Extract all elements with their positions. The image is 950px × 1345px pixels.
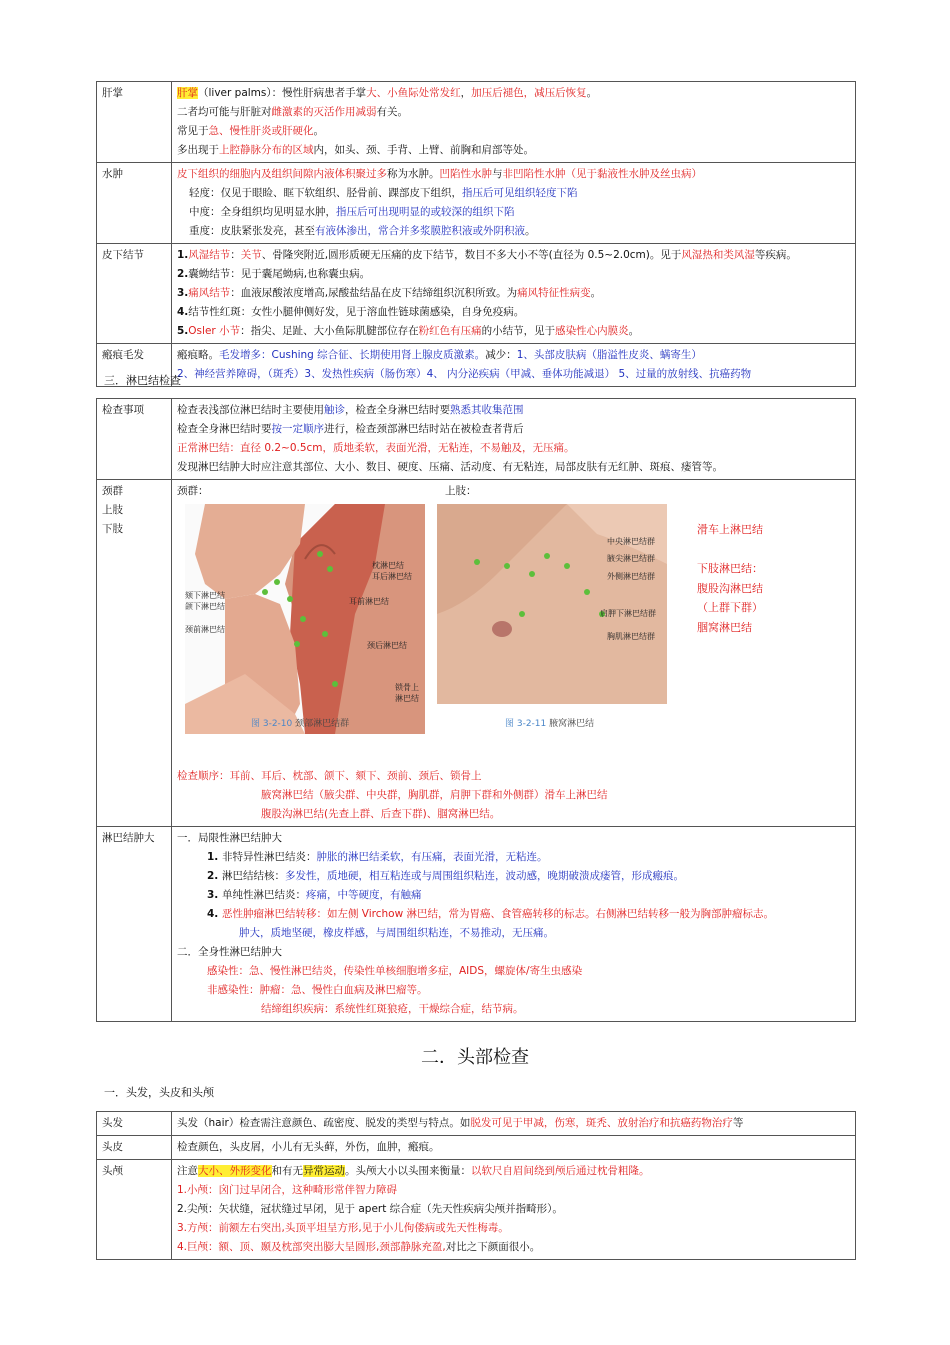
text-segment: 与 bbox=[492, 168, 503, 180]
table-row bbox=[97, 1112, 856, 1136]
caption-text: 颈部淋巴结群 bbox=[295, 719, 350, 729]
text-segment: 4.巨颅：额、顶、颞及枕部突出膨大呈圆形,颈部静脉充盈, bbox=[177, 1241, 446, 1253]
text-segment: 以软尺自眉间绕到颅后通过枕骨粗隆。 bbox=[471, 1165, 650, 1177]
text-line bbox=[177, 365, 850, 384]
row-content bbox=[172, 163, 856, 244]
text-line bbox=[177, 203, 850, 222]
label-subscapular-group: 肩胛下淋巴结群 bbox=[600, 609, 656, 618]
text-segment: Cushing 综合征、长期使用肾上腺皮质激素。 bbox=[271, 349, 486, 361]
text-segment: 指压后可出现明显的或较深的组织下陷 bbox=[336, 206, 515, 218]
text-segment: 。 bbox=[590, 287, 602, 299]
text-segment: 恶性肿瘤淋巴结转移：如左侧 Virchow 淋巴结，常为胃癌、食管癌转移的标志。右侧淋巴结转移一般为胸部肿瘤标志。 bbox=[221, 908, 775, 920]
label-supraclavicular-2: 淋巴结 bbox=[395, 694, 419, 703]
row-header: 瘢痕毛发 bbox=[97, 344, 172, 387]
text-segment: 检查颜色，头皮屑，小儿有无头藓，外伤，血肿，瘢痕。 bbox=[177, 1141, 440, 1153]
text-line bbox=[177, 1219, 850, 1238]
text-segment: 和有无 bbox=[271, 1165, 303, 1177]
row-header: 淋巴结肿大 bbox=[97, 827, 172, 1022]
table-row bbox=[97, 480, 856, 827]
text-segment: 瘢痕略。 bbox=[177, 349, 219, 361]
text-segment: 脱发可见于甲减，伤寒，斑秃、放射治疗和抗癌药物治疗 bbox=[470, 1117, 733, 1129]
text-segment: 一．局限性淋巴结肿大 bbox=[177, 832, 282, 844]
section-title-lymph: 三．淋巴结检查 bbox=[104, 374, 181, 387]
text-segment: 正常淋巴结：直径 0.2~0.5cm，质地柔软，表面光滑，无粘连，不易触及，无压痛。 bbox=[177, 442, 575, 454]
text-line bbox=[177, 265, 850, 284]
text-line bbox=[177, 981, 850, 1000]
text-segment: 4. bbox=[177, 306, 189, 318]
row-header: 头发 bbox=[97, 1112, 172, 1136]
label-central-group: 中央淋巴结群 bbox=[607, 537, 655, 546]
row-content bbox=[172, 1160, 856, 1260]
label-anterior-cervical: 颈前淋巴结 bbox=[185, 625, 225, 634]
axilla-figure-caption bbox=[505, 715, 594, 734]
text-segment: 。 bbox=[313, 125, 324, 137]
text-segment: 加压后褪色，减压后恢复 bbox=[471, 87, 587, 99]
row-content bbox=[172, 827, 856, 1022]
text-segment: 常见于 bbox=[177, 125, 209, 137]
skin-findings-table bbox=[96, 81, 856, 387]
text-segment: （liver palms）：慢性肝病患者手掌 bbox=[198, 87, 367, 99]
head-exam-table bbox=[96, 1111, 856, 1260]
text-line bbox=[177, 246, 850, 265]
text-line bbox=[177, 84, 850, 103]
text-segment: 1、头部皮肤病（脂溢性皮炎、螨寄生） bbox=[516, 349, 702, 361]
text-segment: 肿胀的淋巴结柔软，有压痛，表面光滑，无粘连。 bbox=[316, 851, 548, 863]
text-segment: 皮下组织的细胞内及组织间隙内液体积聚过多 bbox=[177, 168, 387, 180]
row-header: 水肿 bbox=[97, 163, 172, 244]
row-content bbox=[172, 1112, 856, 1136]
exam-order bbox=[177, 767, 850, 824]
text-segment: 大小、外形变化 bbox=[198, 1165, 272, 1177]
text-segment: 3.方颅：前额左右突出,头顶平坦呈方形,见于小儿佝偻病或先天性梅毒。 bbox=[177, 1222, 509, 1234]
text-segment: 进行，检查颈部淋巴结时站在被检查者背后 bbox=[324, 423, 524, 435]
table-row bbox=[97, 1160, 856, 1260]
text-segment: 上腔静脉分布的区域 bbox=[219, 144, 314, 156]
text-line bbox=[177, 905, 850, 924]
text-segment: 有关。 bbox=[376, 106, 408, 118]
row-header-groups bbox=[97, 480, 172, 827]
note-popliteal: 腘窝淋巴结 bbox=[697, 620, 752, 634]
text-line bbox=[177, 867, 850, 886]
text-segment: 关节 bbox=[240, 249, 262, 261]
row-header: 皮下结节 bbox=[97, 244, 172, 344]
text-line bbox=[177, 962, 850, 981]
text-segment: ：血液尿酸浓度增高,尿酸盐结晶在皮下结缔组织沉积所致。为 bbox=[230, 287, 518, 299]
label-posterior-cervical: 颈后淋巴结 bbox=[367, 641, 407, 650]
text-line bbox=[177, 1162, 850, 1181]
text-line bbox=[177, 222, 850, 241]
text-segment: 痛风结节 bbox=[188, 287, 231, 299]
text-segment: 3. bbox=[207, 889, 222, 901]
text-segment: 粉红色有压痛 bbox=[418, 325, 482, 337]
label-submandibular: 颌下淋巴结 bbox=[185, 602, 225, 611]
text-segment: 重度：皮肤紧张发亮，甚至 bbox=[189, 225, 315, 237]
figure-area bbox=[177, 482, 850, 767]
text-segment: ， bbox=[460, 87, 472, 99]
text-segment: 急、慢性肝炎或肝硬化 bbox=[208, 125, 314, 137]
text-segment: 1. bbox=[177, 249, 189, 261]
text-segment: 毛发增多： bbox=[219, 349, 272, 361]
text-segment: 。 bbox=[525, 225, 536, 237]
caption-text: 腋窝淋巴结 bbox=[549, 719, 595, 729]
text-segment: 凹陷性水肿 bbox=[439, 168, 492, 180]
text-segment: 称为水肿。 bbox=[387, 168, 440, 180]
text-line bbox=[177, 924, 850, 943]
text-segment: 疼痛，中等硬度，有触痛 bbox=[305, 889, 422, 901]
text-segment: 二．全身性淋巴结肿大 bbox=[177, 946, 282, 958]
text-segment: 囊蚴结节：见于囊尾蚴病,也称囊虫病。 bbox=[188, 268, 371, 280]
text-segment: 风湿结节 bbox=[188, 249, 231, 261]
row-header: 检查事项 bbox=[97, 399, 172, 480]
text-line bbox=[177, 141, 850, 160]
text-segment: 熟悉其收集范围 bbox=[450, 404, 524, 416]
text-line bbox=[177, 786, 850, 805]
table-row bbox=[97, 82, 856, 163]
text-segment: 注意 bbox=[177, 1165, 198, 1177]
text-line bbox=[177, 284, 850, 303]
text-segment: 肿大，质地坚硬，橡皮样感，与周围组织粘连，不易推动，无压痛。 bbox=[239, 927, 554, 939]
text-segment: 减少： bbox=[485, 349, 517, 361]
row-content bbox=[172, 244, 856, 344]
row-content bbox=[172, 1136, 856, 1160]
label-lateral-group: 外侧淋巴结群 bbox=[607, 572, 655, 581]
text-segment: 非凹陷性水肿（见于黏液性水肿及丝虫病） bbox=[502, 168, 702, 180]
neck-lymph-illustration bbox=[185, 504, 425, 734]
text-line bbox=[177, 303, 850, 322]
label-postauricular: 耳后淋巴结 bbox=[372, 572, 412, 581]
text-segment: 4. bbox=[207, 908, 222, 920]
text-segment: 指压后可见组织轻度下陷 bbox=[462, 187, 578, 199]
text-line bbox=[177, 767, 850, 786]
text-line bbox=[177, 122, 850, 141]
label-supraclavicular: 锁骨上 bbox=[395, 683, 419, 692]
text-line bbox=[177, 346, 850, 365]
text-line bbox=[177, 886, 850, 905]
text-segment: 检查全身淋巴结时要 bbox=[177, 423, 272, 435]
text-segment: 痛风特征性病变 bbox=[517, 287, 591, 299]
text-segment: 的小结节，见于 bbox=[481, 325, 556, 337]
text-segment: 等疾病。 bbox=[754, 249, 797, 261]
text-line bbox=[177, 829, 850, 848]
text-line bbox=[177, 184, 850, 203]
text-segment: 淋巴结结核： bbox=[221, 870, 285, 882]
text-segment: 腋窝淋巴结（腋尖群、中央群，胸肌群，肩胛下群和外侧群）滑车上淋巴结 bbox=[261, 789, 608, 801]
note-lower-limb: 下肢淋巴结： bbox=[697, 562, 763, 575]
text-line bbox=[177, 165, 850, 184]
text-segment: 发现淋巴结肿大时应注意其部位、大小、数目、硬度、压痛、活动度、有无粘连，局部皮肤有无红肿、斑痕、瘘管等。 bbox=[177, 461, 723, 473]
text-segment: 2.尖颅：矢状缝，冠状缝过早闭，见于 apert 综合症（先天性疾病尖颅并指畸形）。 bbox=[177, 1203, 563, 1215]
text-segment: 结节性红斑：女性小腿伸侧好发，见于溶血性链球菌感染，自身免疫病。 bbox=[188, 306, 525, 318]
text-segment: 轻度：仅见于眼睑、眶下软组织、胫骨前、踝部皮下组织， bbox=[189, 187, 462, 199]
table-row bbox=[97, 244, 856, 344]
text-segment: 结缔组织疾病：系统性红斑狼疮，干燥综合症，结节病。 bbox=[261, 1003, 524, 1015]
row-header: 头颅 bbox=[97, 1160, 172, 1260]
caption-number: 图 3-2-10 bbox=[251, 719, 293, 729]
text-segment: ，检查全身淋巴结时要 bbox=[345, 404, 450, 416]
text-line bbox=[177, 1138, 850, 1157]
lymph-figures-cell bbox=[172, 480, 856, 827]
text-segment: 感染性：急、慢性淋巴结炎，传染性单核细胞增多症，AIDS，螺旋体/寄生虫感染 bbox=[207, 965, 583, 977]
text-segment: 检查顺序：耳前、耳后、枕部、颌下、颏下、颈前、颈后、锁骨上 bbox=[177, 770, 482, 782]
neck-figure-caption bbox=[251, 715, 349, 734]
text-line bbox=[177, 1000, 850, 1019]
text-segment: 单纯性淋巴结炎： bbox=[221, 889, 306, 901]
row-content bbox=[172, 82, 856, 163]
text-line bbox=[177, 420, 850, 439]
lymph-node-table bbox=[96, 398, 856, 1022]
note-trochlear: 滑车上淋巴结 bbox=[697, 523, 763, 536]
text-segment: ： bbox=[230, 249, 241, 261]
text-segment: 非感染性：肿瘤：急、慢性白血病及淋巴瘤等。 bbox=[207, 984, 428, 996]
text-segment: 5. bbox=[177, 325, 189, 337]
arm-group-label: 上肢： bbox=[445, 485, 477, 497]
row-content bbox=[172, 399, 856, 480]
text-segment: 2. bbox=[177, 268, 189, 280]
label-apical-group: 腋尖淋巴结群 bbox=[607, 554, 655, 563]
text-line bbox=[177, 103, 850, 122]
text-segment: 中度：全身组织均见明显水肿， bbox=[189, 206, 336, 218]
text-line bbox=[177, 439, 850, 458]
section-title-head: 一．头发，头皮和头颅 bbox=[104, 1086, 214, 1099]
row-header-arm: 上肢 bbox=[102, 504, 123, 516]
text-line bbox=[177, 1181, 850, 1200]
text-segment: 二者均可能与肝脏对 bbox=[177, 106, 272, 118]
text-segment: Osler 小节 bbox=[188, 325, 241, 337]
text-line bbox=[177, 1238, 850, 1257]
label-pectoral-group: 胸肌淋巴结群 bbox=[607, 632, 655, 641]
text-line bbox=[177, 401, 850, 420]
text-segment: 1.小颅：囟门过早闭合，这种畸形常伴智力障碍 bbox=[177, 1184, 398, 1196]
text-segment: 3. bbox=[177, 287, 189, 299]
text-segment: 。 bbox=[586, 87, 598, 99]
text-segment: 等 bbox=[732, 1117, 744, 1129]
text-segment: 、骨隆突附近,圆形质硬无压痛的皮下结节，数目不多大小不等(直径为 0.5~2.0cm)。见于 bbox=[261, 249, 682, 261]
text-segment: 雌激素的灭活作用减弱 bbox=[271, 106, 377, 118]
text-line bbox=[177, 848, 850, 867]
table-row bbox=[97, 163, 856, 244]
row-header-leg: 下肢 bbox=[102, 523, 123, 535]
text-segment: 2. bbox=[207, 870, 222, 882]
text-segment: 检查表浅部位淋巴结时主要使用 bbox=[177, 404, 324, 416]
table-row bbox=[97, 827, 856, 1022]
text-segment: 1. bbox=[207, 851, 222, 863]
text-segment: ：指尖、足趾、大小鱼际肌腱部位存在 bbox=[240, 325, 419, 337]
text-segment: 。 bbox=[628, 325, 640, 337]
text-line bbox=[177, 322, 850, 341]
text-line bbox=[177, 1114, 850, 1133]
text-segment: 对比之下颜面很小。 bbox=[445, 1241, 541, 1253]
text-segment: 有液体渗出，常合并多浆膜腔积液或外阴积液 bbox=[315, 225, 525, 237]
row-content bbox=[172, 344, 856, 387]
text-segment: 异常运动 bbox=[303, 1165, 345, 1177]
caption-number: 图 3-2-11 bbox=[505, 719, 547, 729]
text-segment: 非特异性淋巴结炎： bbox=[221, 851, 317, 863]
side-notes bbox=[697, 520, 763, 637]
text-segment: 腹股沟淋巴结(先查上群、后查下群)、腘窝淋巴结。 bbox=[261, 808, 501, 820]
text-segment: 2、神经营养障碍，（斑秃）3、发热性疾病（肠伤寒）4、 内分泌疾病（甲减、垂体功能减退） 5、过量的放射线、抗癌药物 bbox=[177, 368, 752, 380]
text-segment: 按一定顺序 bbox=[271, 423, 324, 435]
label-occipital: 枕淋巴结 bbox=[372, 561, 404, 570]
text-segment: 风湿热和类风湿 bbox=[681, 249, 755, 261]
text-segment: 多发性，质地硬，相互粘连或与周围组织粘连，波动感，晚期破溃成瘘管，形成瘢痕。 bbox=[284, 870, 684, 882]
row-header: 头皮 bbox=[97, 1136, 172, 1160]
row-header-neck: 颈群 bbox=[102, 485, 123, 497]
chapter-title: 二．头部检查 bbox=[421, 1047, 529, 1068]
text-segment: 头发（hair）检查需注意颜色、疏密度、脱发的类型与特点。如 bbox=[177, 1117, 471, 1129]
text-segment: 感染性心内膜炎 bbox=[555, 325, 629, 337]
text-line bbox=[177, 943, 850, 962]
table-row bbox=[97, 1136, 856, 1160]
note-inguinal-groups: （上群下群） bbox=[697, 601, 763, 614]
label-preauricular: 耳前淋巴结 bbox=[349, 597, 389, 606]
row-header: 肝掌 bbox=[97, 82, 172, 163]
text-segment: 内，如头、颈、手背、上臂、前胸和肩部等处。 bbox=[313, 144, 534, 156]
text-segment: 肝掌 bbox=[177, 87, 198, 99]
text-line bbox=[177, 458, 850, 477]
text-segment: 大、小鱼际处常发红 bbox=[366, 87, 461, 99]
note-inguinal: 腹股沟淋巴结 bbox=[697, 581, 763, 595]
text-segment: 触诊 bbox=[324, 404, 345, 416]
label-submental: 颏下淋巴结 bbox=[185, 591, 225, 600]
note-blank bbox=[697, 540, 763, 560]
neck-group-label: 颈群： bbox=[177, 485, 209, 497]
text-segment: 。头颅大小以头围来衡量： bbox=[345, 1165, 471, 1177]
table-row bbox=[97, 344, 856, 387]
text-segment: 多出现于 bbox=[177, 144, 219, 156]
text-line bbox=[177, 1200, 850, 1219]
table-row bbox=[97, 399, 856, 480]
text-line bbox=[177, 805, 850, 824]
